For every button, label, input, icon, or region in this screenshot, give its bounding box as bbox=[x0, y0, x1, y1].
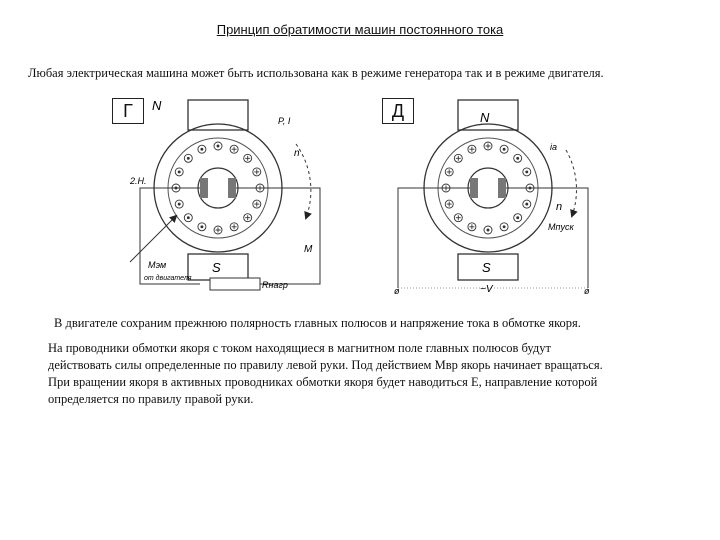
motor-diagram bbox=[394, 100, 590, 296]
generator-brush-right bbox=[228, 178, 236, 198]
conductor-dot bbox=[187, 157, 189, 159]
conductor-cross bbox=[456, 215, 461, 220]
conductor-cross bbox=[245, 156, 250, 161]
generator-mech-moment-caption: от двигателя bbox=[144, 275, 192, 282]
diagram-svg bbox=[100, 92, 620, 304]
conductor-cross bbox=[469, 224, 474, 229]
conductor-cross bbox=[254, 202, 259, 207]
motor-brush-right bbox=[498, 178, 506, 198]
generator-field-label: P, I bbox=[278, 116, 291, 126]
conductor-dot bbox=[526, 171, 528, 173]
conductor-cross bbox=[216, 228, 221, 233]
conductor-cross bbox=[232, 147, 237, 152]
motor-rotation-label: n bbox=[556, 201, 563, 213]
motor-brush-left bbox=[470, 178, 478, 198]
generator-tag: Г bbox=[112, 98, 144, 124]
motor-current-label: iа bbox=[550, 142, 558, 152]
generator-rotation-label: n bbox=[294, 148, 300, 159]
generator-south-label: S bbox=[212, 260, 221, 275]
paragraph-line: определяется по правилу правой руки. bbox=[48, 392, 254, 406]
conductor-dot bbox=[201, 226, 203, 228]
motor-right-terminal: ø bbox=[584, 286, 590, 296]
explanation-paragraph bbox=[48, 340, 688, 408]
conductor-dot bbox=[187, 217, 189, 219]
conductor-dot bbox=[503, 148, 505, 150]
conductor-dot bbox=[201, 148, 203, 150]
intro-text: Любая электрическая машина может быть использована как в режиме генератора так и в режиме двигателя. bbox=[28, 66, 604, 80]
conductor-cross bbox=[245, 215, 250, 220]
motor-left-terminal: ø bbox=[394, 286, 400, 296]
paragraph-line: На проводники обмотки якоря с током находящиеся в магнитном поле главных полюсов будут bbox=[48, 341, 551, 355]
generator-brush-left bbox=[200, 178, 208, 198]
conductor-dot bbox=[178, 171, 180, 173]
paragraph-line: действовать силы определенные по правилу левой руки. Под действием Мвр якорь начинает вращаться. bbox=[48, 358, 603, 372]
generator-diagram bbox=[129, 98, 320, 290]
generator-load-label: Rнагр bbox=[262, 280, 288, 290]
conductor-cross bbox=[447, 202, 452, 207]
machines-diagram bbox=[100, 92, 620, 304]
motor-north-label: N bbox=[480, 110, 490, 125]
generator-mech-moment-label: Мэм bbox=[148, 260, 167, 270]
motor-voltage-label: −V bbox=[480, 284, 493, 295]
generator-moment-arrow bbox=[130, 216, 176, 262]
generator-moment-label: M bbox=[304, 244, 313, 255]
motor-wire-left bbox=[398, 188, 470, 288]
conductor-dot bbox=[526, 203, 528, 205]
generator-north-label: N bbox=[152, 98, 162, 113]
conductor-dot bbox=[178, 203, 180, 205]
conductor-dot bbox=[503, 226, 505, 228]
conductor-dot bbox=[517, 217, 519, 219]
conductor-cross bbox=[486, 144, 491, 149]
paragraph-line: При вращении якоря в активных проводниках обмотки якоря будет наводиться E, направление которой bbox=[48, 375, 598, 389]
motor-tag: Д bbox=[382, 98, 414, 124]
motor-south-label: S bbox=[482, 260, 491, 275]
generator-source-label: 2.H. bbox=[130, 176, 147, 186]
generator-load-resistor bbox=[210, 278, 260, 290]
motor-rotation-arrow bbox=[566, 150, 576, 216]
conductor-dot bbox=[217, 145, 219, 147]
conductor-cross bbox=[447, 169, 452, 174]
motor-moment-label: Мпуск bbox=[548, 222, 574, 232]
conductor-cross bbox=[254, 169, 259, 174]
conductor-dot bbox=[487, 229, 489, 231]
motor-note: В двигателе сохраним прежнюю полярность главных полюсов и напряжение тока в обмотке якоря. bbox=[54, 316, 581, 330]
conductor-cross bbox=[232, 224, 237, 229]
conductor-cross bbox=[469, 147, 474, 152]
conductor-dot bbox=[517, 157, 519, 159]
page-title: Принцип обратимости машин постоянного тока bbox=[216, 22, 504, 37]
conductor-cross bbox=[456, 156, 461, 161]
generator-north-pole bbox=[188, 100, 248, 130]
